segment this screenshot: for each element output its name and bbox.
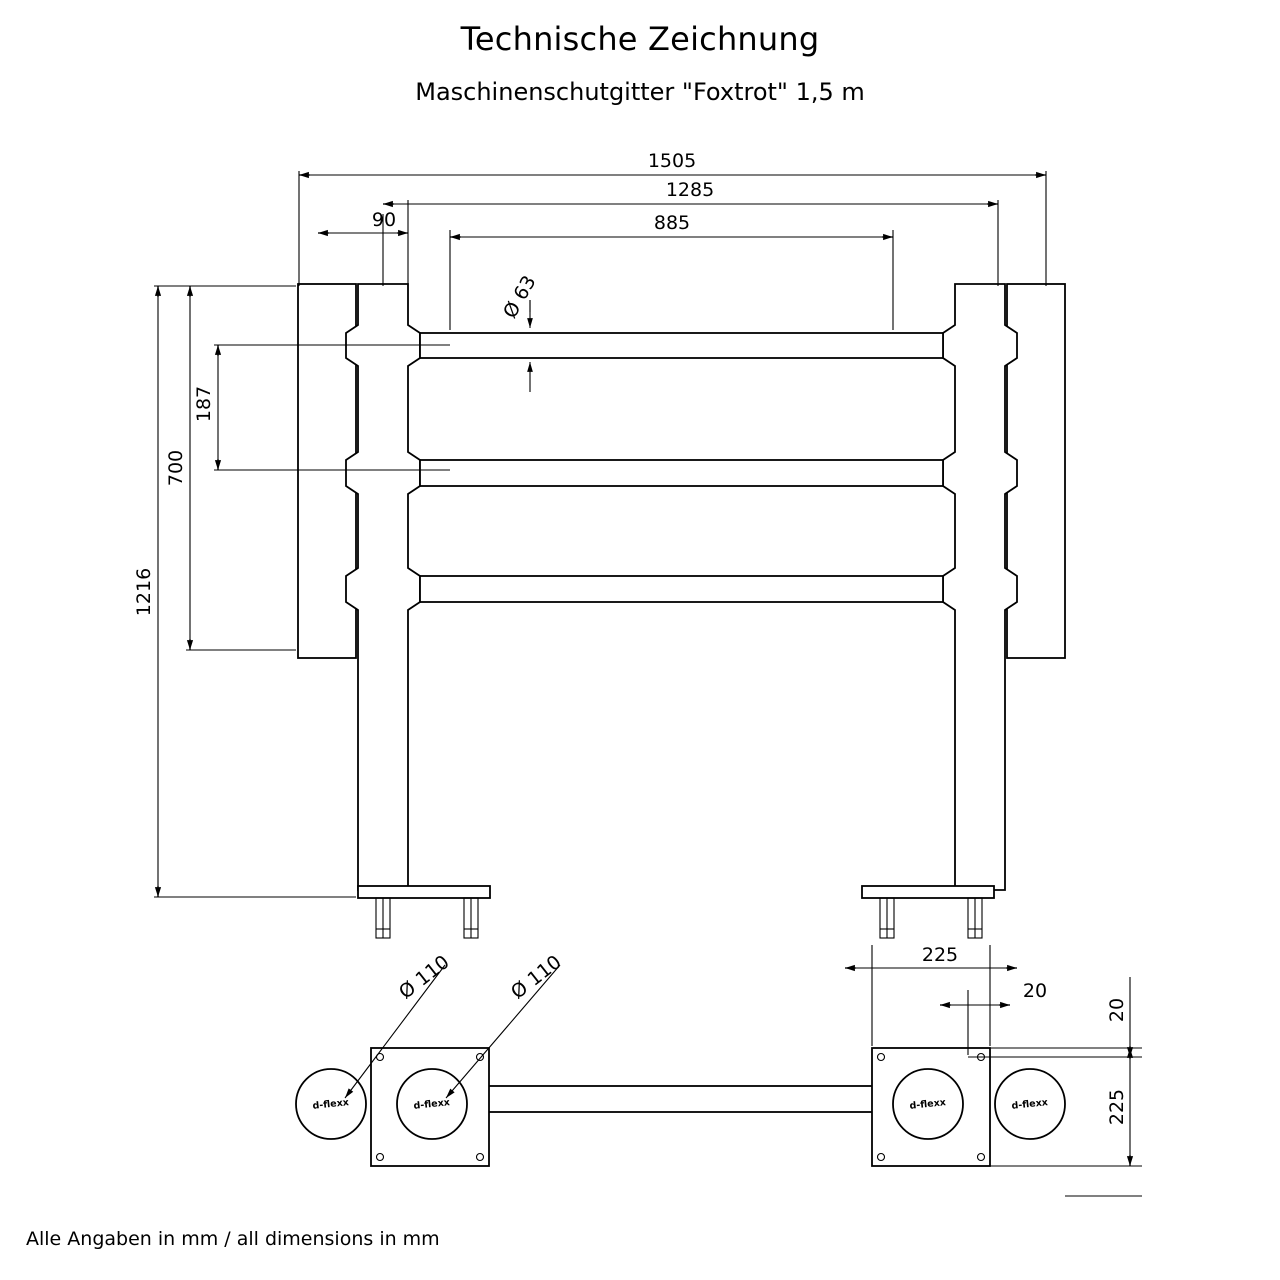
front-elevation-view [298, 284, 1065, 938]
dim-overall-width: 1505 [647, 150, 697, 172]
logo-text-4: d-flexx [1011, 1097, 1049, 1112]
dim-height-second-rail: 700 [165, 449, 187, 487]
dim-edge-offset-horizontal: 20 [1022, 980, 1048, 1002]
rail-diameter-dim [499, 272, 541, 392]
rail-middle [420, 460, 943, 486]
plan-view [296, 944, 1142, 1196]
logo-text-2: d-flexx [413, 1097, 451, 1112]
units-footnote: Alle Angaben in mm / all dimensions in mm [26, 1228, 440, 1250]
dim-rail-spacing: 187 [193, 385, 215, 423]
dim-base-plate-depth: 225 [1106, 1088, 1128, 1126]
dim-rail-diameter: Ø 63 [498, 271, 541, 323]
plan-base-width-dim [845, 944, 1017, 1046]
logo-text-1: d-flexx [312, 1097, 350, 1112]
rail-bottom [420, 576, 943, 602]
rail-top [420, 333, 943, 358]
dim-post-center-width: 1285 [665, 179, 715, 201]
dim-foot-diameter-left: Ø 110 [394, 950, 454, 1004]
dim-total-height: 1216 [133, 567, 155, 617]
left-base-plate-elevation [358, 886, 490, 938]
right-base-plate-elevation [862, 886, 994, 938]
dim-post-offset: 90 [371, 209, 397, 231]
top-dimension-group [299, 150, 1046, 330]
logo-text-3: d-flexx [909, 1097, 947, 1112]
dim-edge-offset-vertical: 20 [1106, 997, 1128, 1023]
dim-base-plate-width: 225 [921, 944, 959, 966]
dim-foot-diameter-right: Ø 110 [506, 950, 566, 1004]
page-subtitle: Maschinenschutgitter "Foxtrot" 1,5 m [415, 78, 865, 106]
page-title: Technische Zeichnung [460, 20, 820, 58]
dim-rail-span: 885 [653, 212, 691, 234]
plan-edge-offset-h-dim [940, 980, 1047, 1055]
plan-rail [420, 1086, 923, 1112]
right-main-post [943, 284, 1017, 890]
left-main-post [346, 284, 420, 890]
